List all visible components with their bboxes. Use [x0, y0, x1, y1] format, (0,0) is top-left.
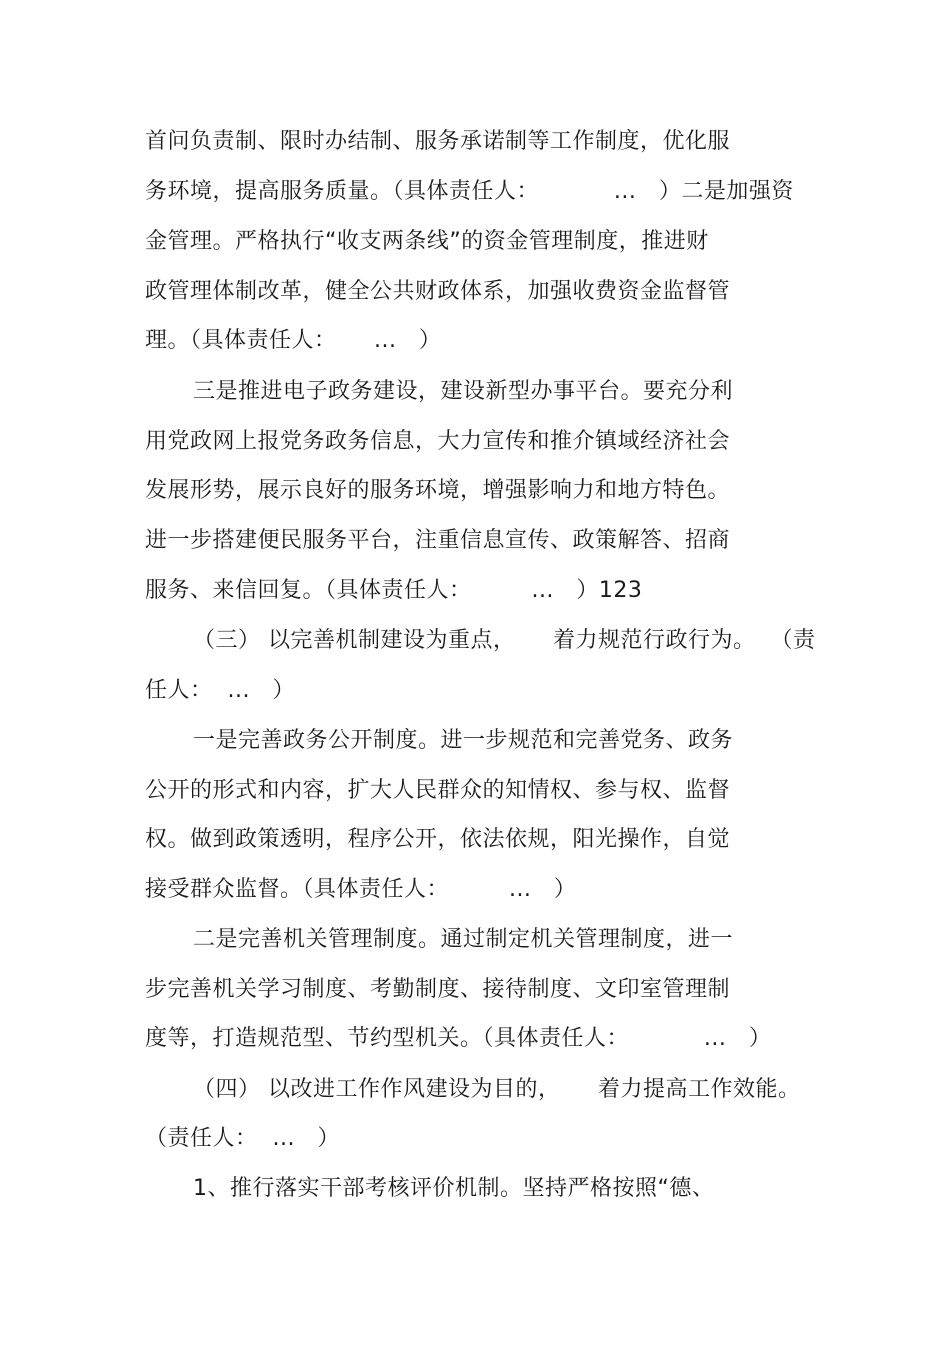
text-line: 任人： ... ）	[145, 678, 295, 703]
text-line: 步完善机关学习制度、考勤制度、接待制度、文印室管理制	[145, 977, 731, 1002]
text-line: 接受群众监督。（具体责任人： ... ）	[145, 877, 577, 902]
text-line: 务环境，提高服务质量。（具体责任人： ... ）二是加强资	[145, 179, 794, 204]
text-line: 服务、来信回复。（具体责任人： ... ）123	[145, 578, 643, 603]
text-line: 发展形势，展示良好的服务环境，增强影响力和地方特色。	[145, 478, 731, 503]
text-line: 三是推进电子政务建设，建设新型办事平台。要充分利	[193, 379, 734, 404]
section-heading: （三） 以完善机制建设为重点， 着力规范行政行为。 （责	[193, 628, 816, 653]
text-line: 度等，打造规范型、节约型机关。（具体责任人： ... ）	[145, 1026, 772, 1051]
text-line: 政管理体制改革，健全公共财政体系，加强收费资金监督管	[145, 279, 731, 304]
text-line: （责任人： ... ）	[145, 1126, 340, 1151]
text-line: 理。（具体责任人： ... ）	[145, 328, 442, 353]
text-line: 用党政网上报党务政务信息，大力宣传和推介镇域经济社会	[145, 429, 731, 454]
text-line: 首问负责制、限时办结制、服务承诺制等工作制度，优化服	[145, 129, 731, 154]
text-line: 公开的形式和内容，扩大人民群众的知情权、参与权、监督	[145, 778, 731, 803]
text-line: 1、推行落实干部考核评价机制。坚持严格按照“德、	[193, 1176, 715, 1201]
text-line: 二是完善机关管理制度。通过制定机关管理制度，进一	[193, 927, 734, 952]
text-line: 金管理。严格执行“收支两条线”的资金管理制度，推进财	[145, 229, 709, 254]
text-line: 进一步搭建便民服务平台，注重信息宣传、政策解答、招商	[145, 528, 731, 553]
section-heading: （四） 以改进工作作风建设为目的， 着力提高工作效能。	[193, 1077, 801, 1102]
text-line: 一是完善政务公开制度。进一步规范和完善党务、政务	[193, 728, 734, 753]
text-line: 权。做到政策透明，程序公开，依法依规，阳光操作，自觉	[145, 827, 731, 852]
